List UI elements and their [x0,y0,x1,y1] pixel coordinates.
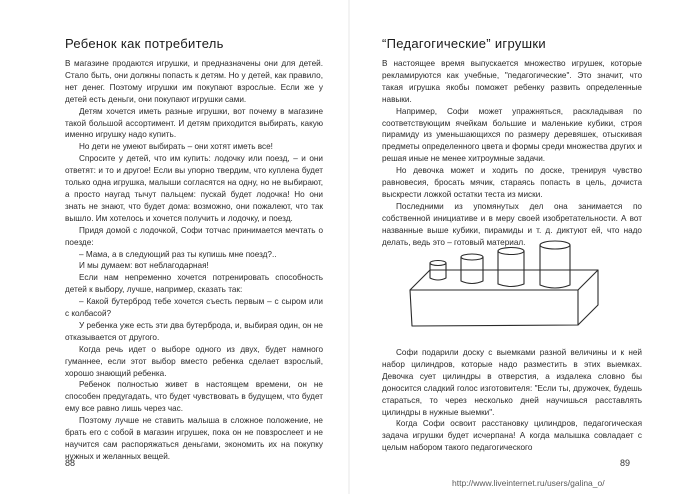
paragraph: Последними из упомянутых дел она занимается по собственной инициативе и в меру своей изобретательности. А вот названные выше кубики, пирамиды и т. д. диктуют ей, что надо делать, ведь это – готовый материал. [382,201,642,247]
paragraph: Спросите у детей, что им купить: лодочку или поезд, – и они ответят: и то и другое! Если вы упорно твердим, что куплена будет только одна игрушка, малыши согласятся на одну, но не выбирают, а просто наугад тычут пальцем: пускай будет лодочка! Но они знать не знают, что будет дома: возможно, они пожалеют, что так вышло. Им хотелось и хочется получить и лодочку, и поезд. [65,154,323,223]
paragraph: – Мама, а в следующий раз ты купишь мне поезд?.. [79,249,277,259]
left-page [0,0,349,494]
page-title: Ребенок как потребитель [65,36,224,51]
page-number: 89 [620,458,631,468]
paragraph: Но девочка может и ходить по доске, тренируя чувство равновесия, бросать мячик, стараясь попасть в цель, дочиста выскрести ложкой остатки теста из миски. [382,166,642,199]
paragraph: Софи подарили доску с выемками разной величины и к ней набор цилиндров, которые надо разместить в этих выемках. Девочка сует цилиндры в отверстия, а издалека словно бы доносится сладкий голос изготовителя: "Если ты, дружочек, будешь стараться, то через несколько дней научишься расставлять цилиндры в нужные выемки". [382,348,642,417]
right-page-body-bottom [382,347,642,454]
paragraph: Но дети не умеют выбирать – они хотят иметь все! [79,142,273,152]
paragraph: Поэтому лучше не ставить малыша в сложное положение, не брать его с собой в магазин игрушек, пока он не повзрослеет и не научится сам распоряжаться деньгами, экономить их на покупку нужных и желанных вещей. [65,416,323,461]
paragraph: В магазине продаются игрушки, и предназначены они для детей. Стало быть, они должны попасть к детям. Но у детей, как правило, нет денег. Поэтому игрушки им покупают взрослые. Если же у детей есть деньги, они покупают игрушки сами. [65,59,323,104]
left-page-body [65,58,323,463]
paragraph: У ребенка уже есть эти два бутерброда, и, выбирая один, он не отказывается от другого. [65,320,323,342]
paragraph: Ребенок полностью живет в настоящем времени, он не способен предугадать, что будет чувствовать в будущем, что будет ему все равно лишь через час. [65,380,323,414]
page-title: “Педагогические” игрушки [382,36,546,51]
cylinder-board-illustration [408,240,608,335]
right-page-body-top [382,58,642,249]
paragraph: Придя домой с лодочкой, Софи тотчас принимается мечтать о поезде: [65,225,323,247]
right-page [350,0,699,494]
paragraph: – Какой бутерброд тебе хочется съесть первым – с сыром или с колбасой? [65,297,323,319]
paragraph: Если нам непременно хочется потренировать способность детей к выбору, лучше, например, сказать так: [65,273,323,295]
paragraph: Когда речь идет о выборе одного из двух, будет намного гуманнее, если этот выбор вместо ребенка сделает взрослый, хорошо знающий ребенка. [65,344,323,378]
paragraph: Когда Софи освоит расстановку цилиндров, педагогическая задача игрушки будет исчерпана! А когда малышка совладает с целым набором такого педагогического [382,419,642,453]
source-url-watermark: http://www.liveinternet.ru/users/galina_o/ [452,478,605,488]
paragraph: В настоящее время выпускается множество игрушек, которые рекламируются как учебные, "педагогические". Это значит, что такая игрушка якобы поможет ребенку развить определенные навыки. [382,59,642,104]
paragraph: Детям хочется иметь разные игрушки, вот почему в магазине такой большой ассортимент. И детям приходится выбирать, какую именно игрушку надо купить. [65,106,323,140]
page-number: 88 [65,458,76,468]
paragraph: И мы думаем: вот неблагодарная! [79,261,209,271]
paragraph: Например, Софи может упражняться, раскладывая по соответствующим ячейкам большие и маленькие кубики, строя пирамиду из уменьшающихся по размеру деревяшек, отыскивая предметы определенного цвета и формы среди множества других и решая иные не менее хитроумные задачи. [382,106,642,164]
